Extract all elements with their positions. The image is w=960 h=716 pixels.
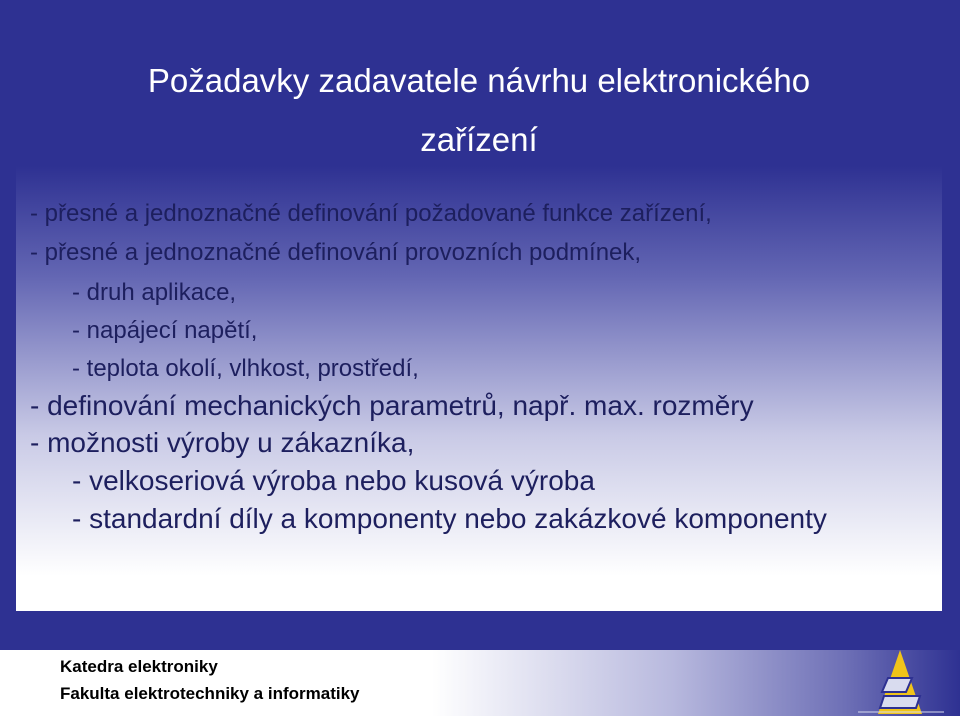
bullet-mechanical: - definování mechanických parametrů, např. max. rozměry [30, 390, 754, 421]
subbullet-series: - velkoseriová výroba nebo kusová výroba [72, 465, 595, 496]
title-line-2: zařízení [420, 121, 538, 158]
bullet-production: - možnosti výroby u zákazníka, [30, 427, 415, 458]
footer-bar [0, 650, 960, 716]
faculty-name: Fakulta elektrotechniky a informatiky [60, 684, 360, 703]
subbullet-components: - standardní díly a komponenty nebo zakázkové komponenty [72, 503, 827, 534]
department-name: Katedra elektroniky [60, 657, 218, 676]
faculty-logo-icon [848, 648, 948, 716]
bullet-function: - přesné a jednoznačné definování požadované funkce zařízení, [30, 200, 712, 227]
slide-title [36, 62, 922, 180]
subbullet-voltage: - napájecí napětí, [72, 317, 258, 344]
bullet-conditions: - přesné a jednoznačné definování provozních podmínek, [30, 239, 642, 266]
subbullet-environment: - teplota okolí, vlhkost, prostředí, [72, 355, 419, 382]
title-line-1: Požadavky zadavatele návrhu elektronického [147, 62, 811, 99]
logo-stripe-2 [880, 696, 920, 708]
logo-stripe-1 [882, 678, 912, 692]
subbullet-application: - druh aplikace, [72, 279, 237, 306]
